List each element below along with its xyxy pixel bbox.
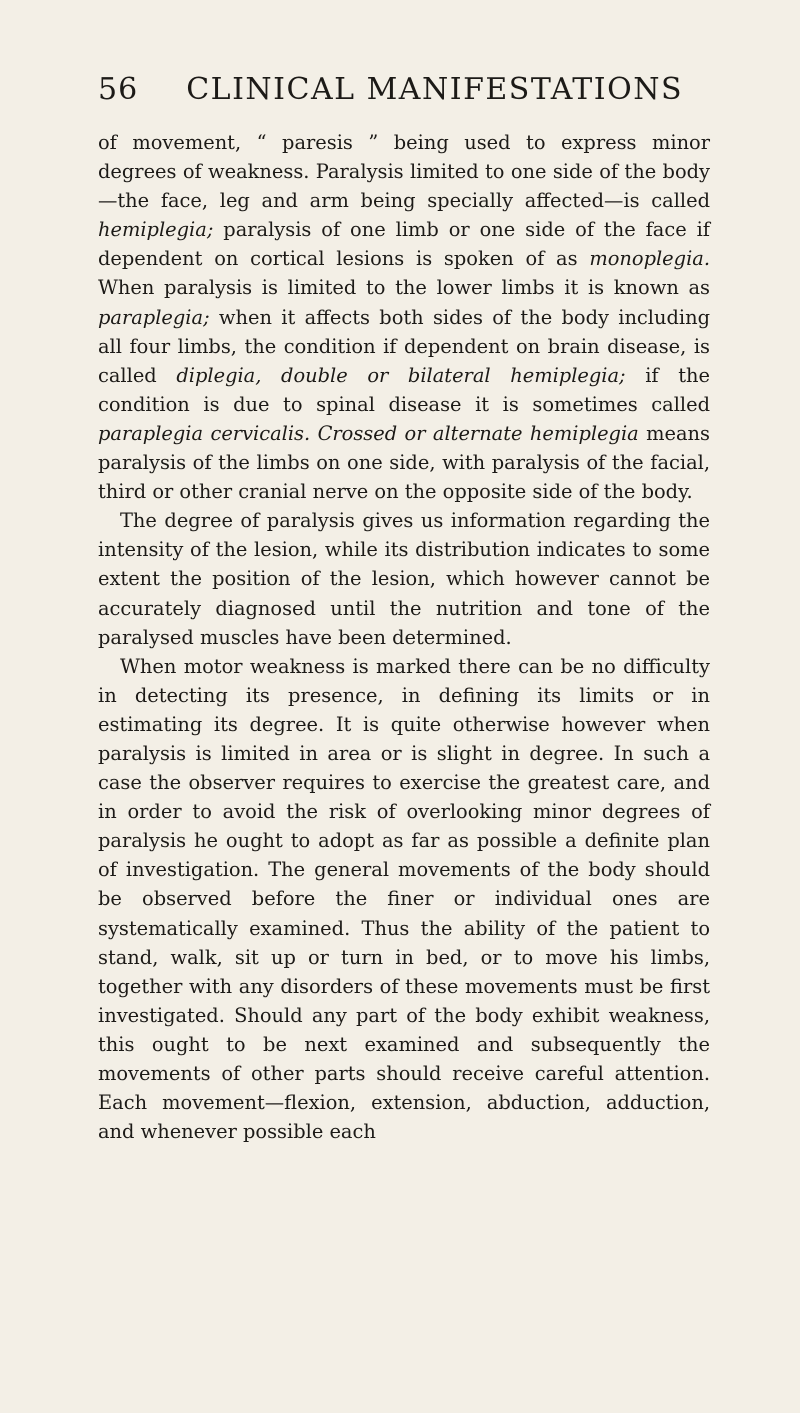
text-segment: The degree of paralysis gives us information regarding the intensity of the lesion, while its distribution indicates to some extent the position of the lesion, which however cannot be accurately diagnosed until the nutrition and tone of the paralysed muscles have been determined.: [98, 509, 710, 649]
italic-term-paraplegia: paraplegia;: [98, 305, 210, 329]
text-segment: means paralysis of the limbs on one side, with paralysis of the facial, third or other cranial nerve on the opposite side of the body.: [98, 421, 710, 504]
text-segment: paralysis of one limb or one side of the face if dependent on cortical lesions is spoken of as: [98, 218, 710, 271]
text-segment: When motor weakness is marked there can be no difficulty in detecting its presence, in defining its limits or in estimating its degree. It is quite otherwise however when paralysis is limited in area or is slight in degree. In such a case the observer requires to exercise the greatest care, and in order to avoid the risk of overlooking minor degrees of paralysis he ought to adopt as far as possible a definite plan of investigation. The general movements of the body should be observed before the finer or individual ones are systematically examined. Thus the ability of the patient to stand, walk, sit up or turn in bed, or to move his limbs, together with any disorders of these movements must be first investigated. Should any part of the body exhibit weakness, this ought to be next examined and subsequently the movements of other parts should receive careful attention. Each movement—flexion, extension, abduction, adduction, and whenever possible each: [98, 654, 710, 1144]
text-segment: when it affects both sides of the body including all four limbs, the condition if dependent on brain disease, is called: [98, 305, 710, 387]
italic-term-monoplegia: monoplegia.: [589, 247, 710, 271]
text-segment: When paralysis is limited to the lower limbs it is known as: [98, 276, 710, 300]
text-segment: if the condition is due to spinal disease it is sometimes called: [98, 363, 710, 416]
text-segment: of movement, “ paresis ” being used to express minor degrees of weakness. Paralysis limited to one side of the body—the face, leg and arm being specially affected—is called: [98, 131, 710, 213]
page-number: 56: [98, 72, 139, 107]
italic-term-diplegia: diplegia, double or bilateral hemiplegia;: [176, 363, 626, 387]
paragraph-2: [98, 506, 710, 651]
body-text: [98, 128, 710, 1146]
italic-term-paraplegia-cervicalis: paraplegia cervicalis. Crossed or alternate hemiplegia: [98, 421, 639, 445]
italic-term-hemiplegia: hemiplegia;: [98, 218, 214, 242]
book-page: [98, 72, 710, 1146]
chapter-title: CLINICAL MANIFESTATIONS: [186, 72, 683, 107]
running-head: [98, 72, 710, 116]
paragraph-1: [98, 128, 710, 506]
paragraph-3: [98, 652, 710, 1147]
